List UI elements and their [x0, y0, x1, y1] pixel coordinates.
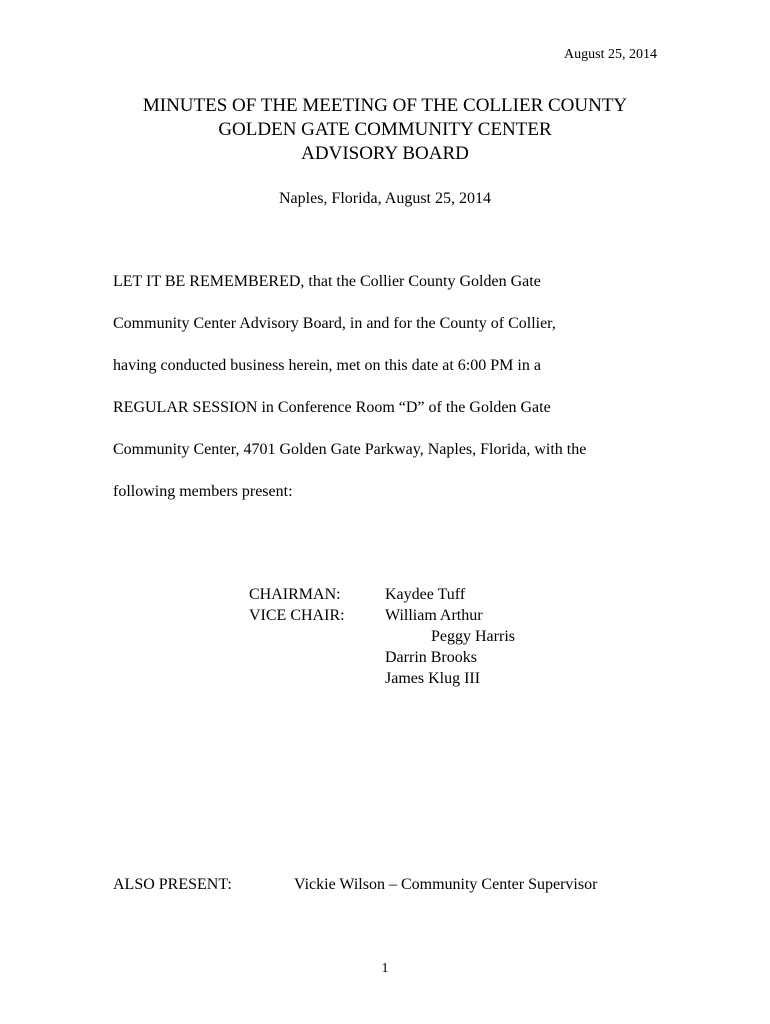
body-paragraph	[113, 272, 586, 524]
member-name: Darrin Brooks	[385, 649, 477, 666]
title-line: GOLDEN GATE COMMUNITY CENTER	[218, 119, 552, 140]
document-subtitle: Naples, Florida, August 25, 2014	[279, 190, 491, 207]
member-role: CHAIRMAN:	[249, 586, 341, 603]
member-name: Kaydee Tuff	[385, 586, 466, 603]
body-line: Community Center Advisory Board, in and for the County of Collier,	[113, 315, 556, 332]
title-line: ADVISORY BOARD	[301, 143, 469, 164]
member-role: VICE CHAIR:	[249, 607, 345, 624]
body-line: REGULAR SESSION in Conference Room “D” of the Golden Gate	[113, 399, 551, 416]
body-line: Community Center, 4701 Golden Gate Parkway, Naples, Florida, with the	[113, 441, 587, 458]
body-line: LET IT BE REMEMBERED, that the Collier County Golden Gate	[113, 273, 541, 290]
page-number: 1	[381, 961, 389, 976]
member-name: William Arthur	[385, 607, 483, 624]
member-name: Peggy Harris	[431, 628, 515, 645]
member-name: James Klug III	[385, 670, 481, 687]
header-date: August 25, 2014	[564, 47, 657, 62]
document-title	[0, 94, 770, 166]
also-present-label: ALSO PRESENT:	[113, 876, 232, 893]
body-line: having conducted business herein, met on this date at 6:00 PM in a	[113, 357, 541, 374]
title-line: MINUTES OF THE MEETING OF THE COLLIER COUNTY	[142, 95, 628, 116]
also-present-value: Vickie Wilson – Community Center Supervisor	[294, 876, 598, 893]
body-line: following members present:	[113, 483, 293, 500]
